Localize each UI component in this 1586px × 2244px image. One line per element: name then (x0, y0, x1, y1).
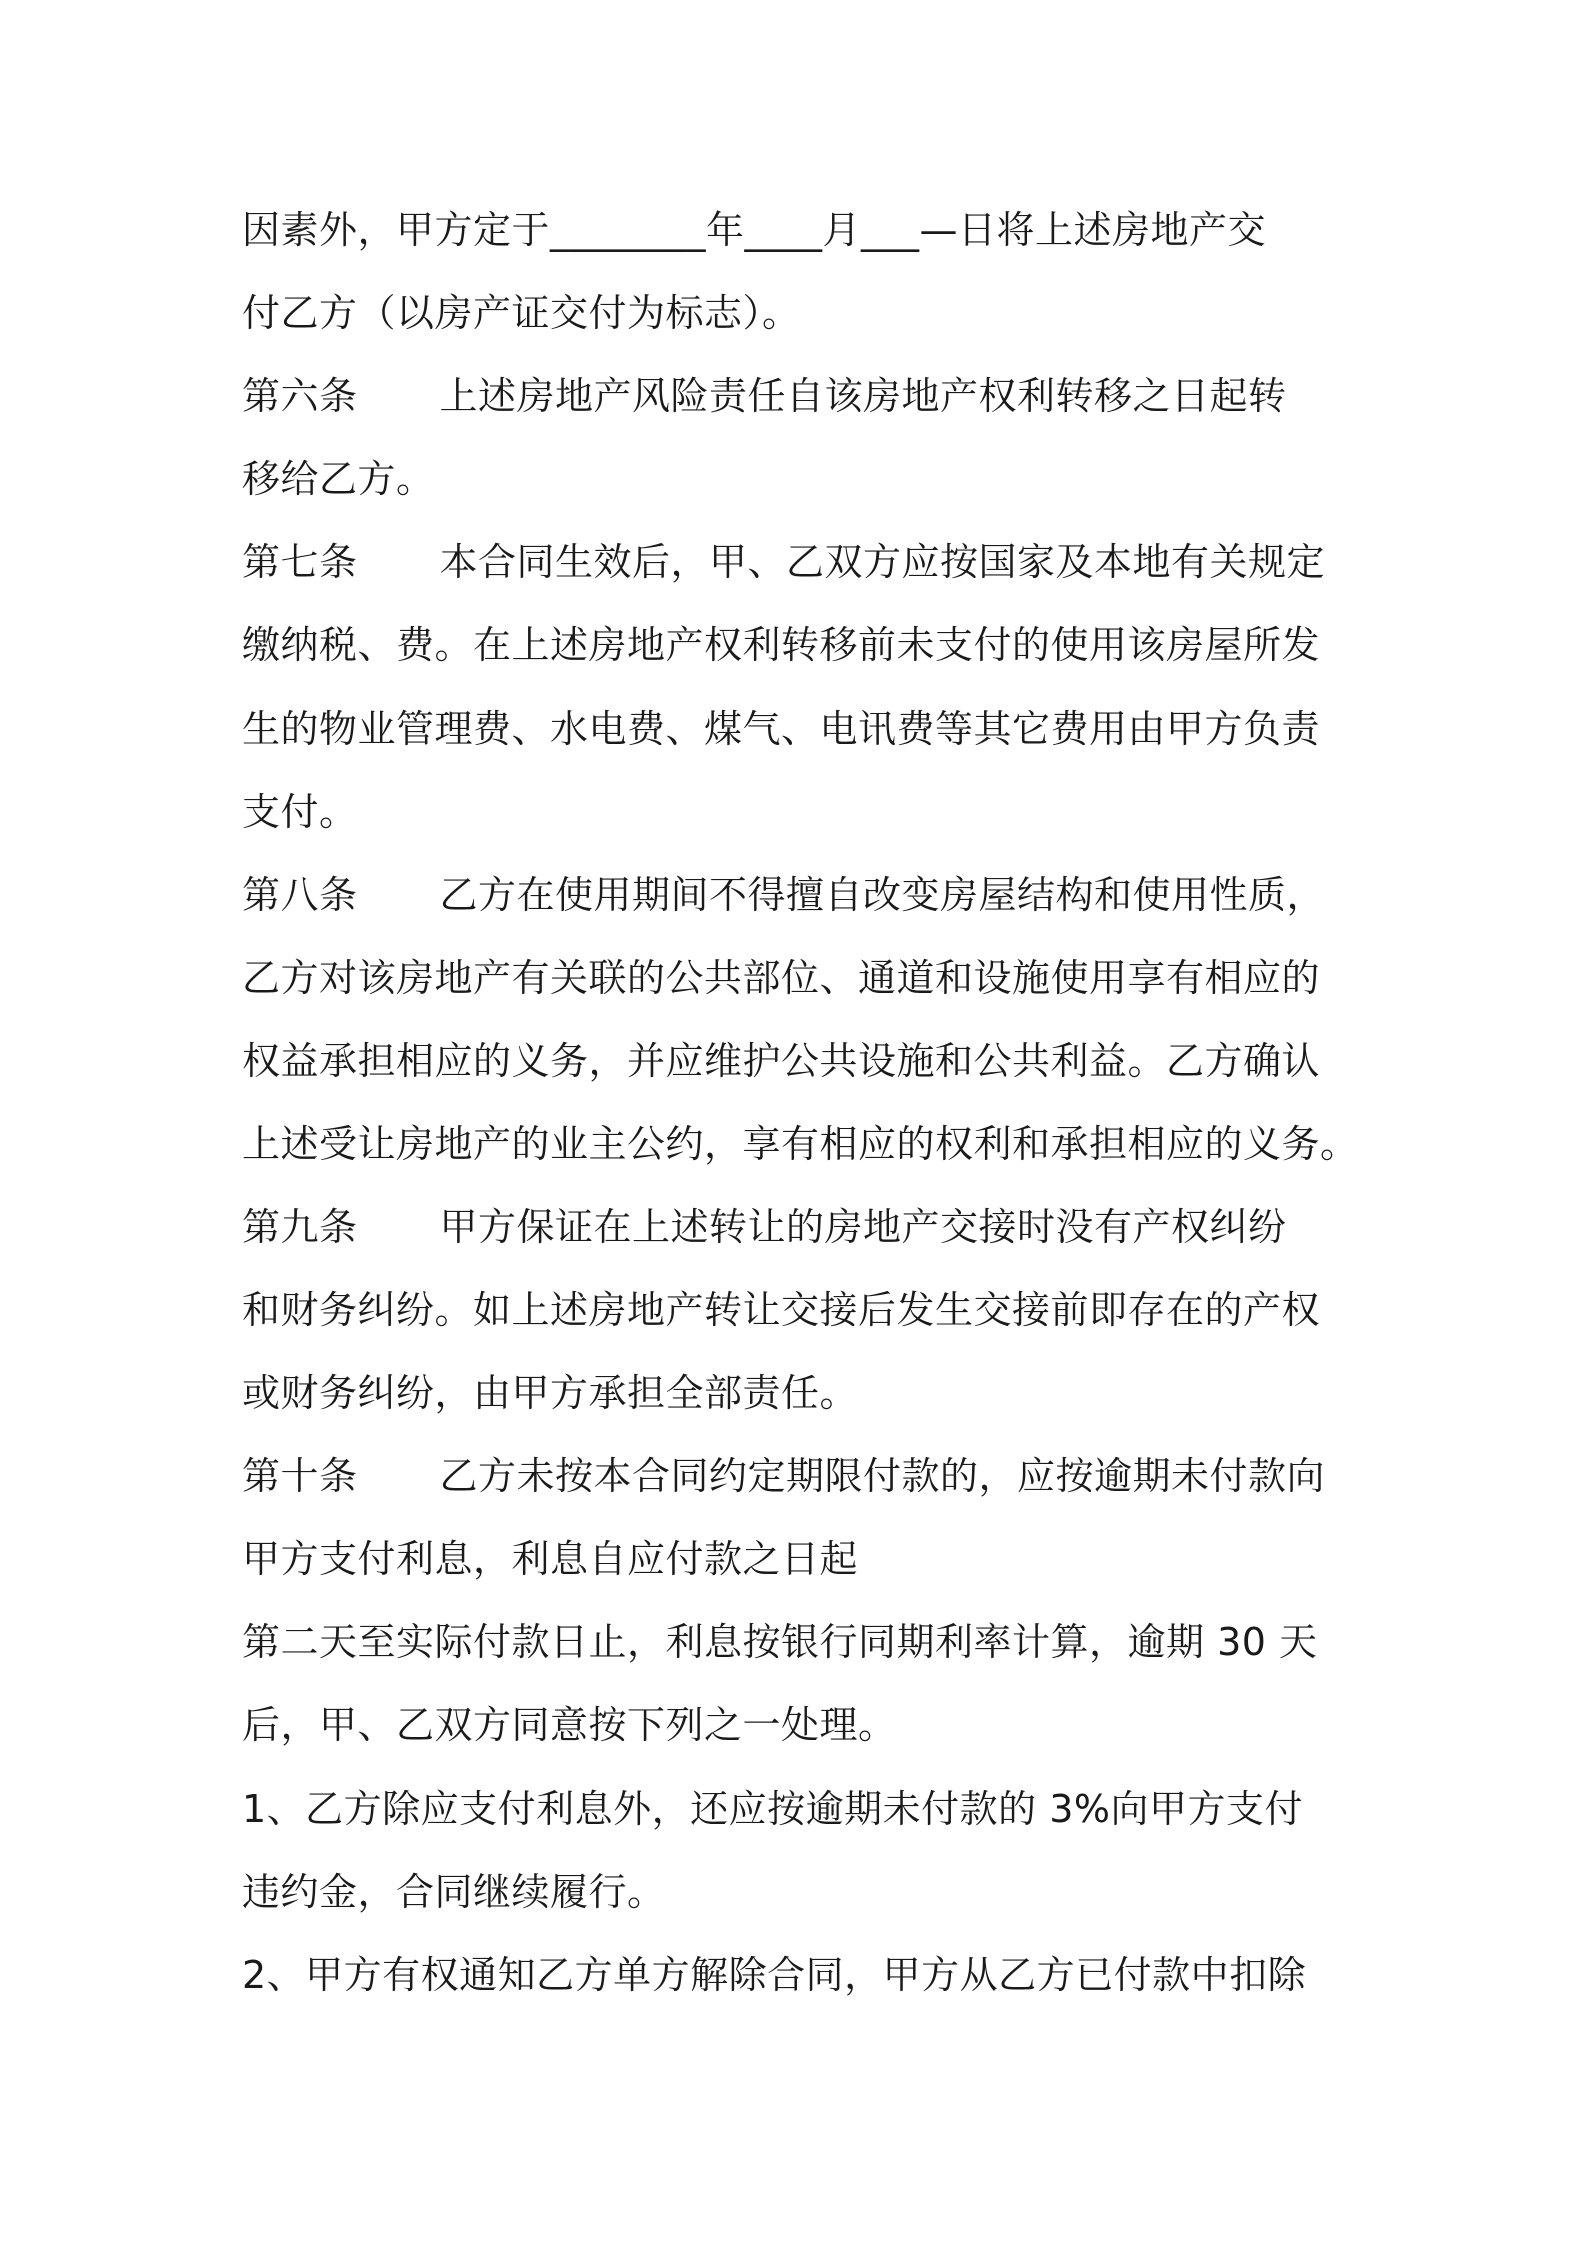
text-line: 或财务纠纷，由甲方承担全部责任。 (242, 1371, 859, 1415)
text-line: 付乙方（以房产证交付为标志）。 (242, 291, 801, 335)
text-line: 权益承担相应的义务，并应维护公共设施和公共利益。乙方确认 (242, 1039, 1321, 1083)
article-text: 甲方保证在上述转让的房地产交接时没有产权纠纷 (439, 1205, 1287, 1249)
text-line: 1、乙方除应支付利息外，还应按逾期未付款的 3%向甲方支付 (242, 1787, 1304, 1831)
text-line: 第二天至实际付款日止，利息按银行同期利率计算，逾期 30 天 (242, 1620, 1318, 1664)
text-line: 上述受让房地产的业主公约，享有相应的权利和承担相应的义务。 (242, 1122, 1359, 1166)
text-line: 移给乙方。 (242, 457, 435, 501)
article-9-line (242, 1202, 1287, 1252)
text-line: 违约金，合同继续履行。 (242, 1870, 666, 1914)
article-text: 乙方未按本合同约定期限付款的，应按逾期未付款向 (439, 1454, 1326, 1498)
text-line: 因素外，甲方定于________年____月___—日将上述房地产交 (242, 208, 1267, 252)
article-text: 乙方在使用期间不得擅自改变房屋结构和使用性质， (439, 873, 1326, 917)
article-10-line (242, 1451, 1325, 1501)
article-7-line (242, 537, 1325, 587)
text-line: 乙方对该房地产有关联的公共部位、通道和设施使用享有相应的 (242, 956, 1321, 1000)
article-label: 第十条 (242, 1454, 358, 1498)
article-6-line (242, 371, 1287, 421)
text-line: 支付。 (242, 790, 358, 834)
article-text: 上述房地产风险责任自该房地产权利转移之日起转 (439, 374, 1287, 418)
text-line: 2、甲方有权通知乙方单方解除合同，甲方从乙方已付款中扣除 (242, 1953, 1307, 1997)
text-line: 缴纳税、费。在上述房地产权利转移前未支付的使用该房屋所发 (242, 623, 1321, 667)
text-line: 生的物业管理费、水电费、煤气、电讯费等其它费用由甲方负责 (242, 707, 1321, 751)
article-label: 第六条 (242, 374, 358, 418)
article-label: 第九条 (242, 1205, 358, 1249)
text-line: 甲方支付利息，利息自应付款之日起 (242, 1537, 859, 1581)
article-label: 第七条 (242, 540, 358, 584)
text-line: 和财务纠纷。如上述房地产转让交接后发生交接前即存在的产权 (242, 1288, 1321, 1332)
article-8-line (242, 870, 1325, 920)
article-text: 本合同生效后，甲、乙双方应按国家及本地有关规定 (439, 540, 1326, 584)
text-line: 后，甲、乙双方同意按下列之一处理。 (242, 1703, 897, 1747)
article-label: 第八条 (242, 873, 358, 917)
